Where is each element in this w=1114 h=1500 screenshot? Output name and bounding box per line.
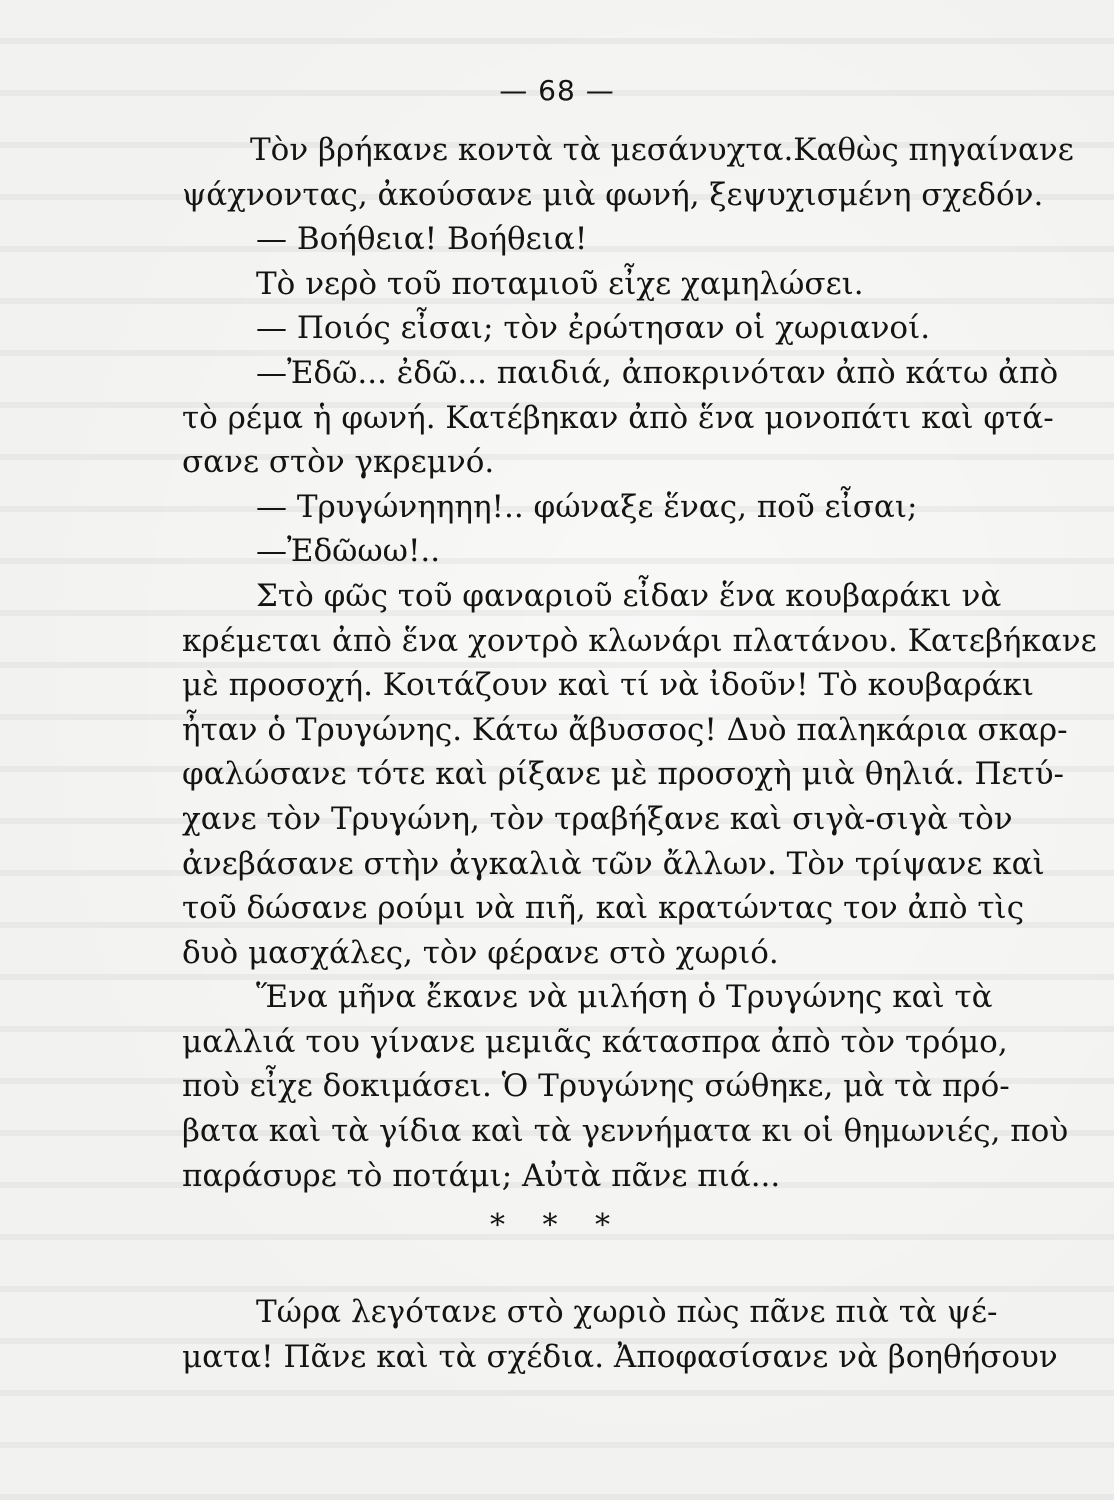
text-line: τοῦ δώσανε ρούμι νὰ πιῆ, καὶ κρατώντας τον ἀπὸ τὶς — [182, 890, 1025, 927]
text-line: Τὸν βρήκανε κοντὰ τὰ μεσάνυχτα.Καθὼς πηγαίνανε — [250, 132, 1074, 168]
text-line: Στὸ φῶς τοῦ φαναριοῦ εἶδαν ἕνα κουβαράκι νὰ — [256, 577, 1002, 614]
text-line: ποὺ εἶχε δοκιμάσει. Ὁ Τρυγώνης σώθηκε, μὰ τὰ πρό- — [182, 1068, 1010, 1105]
text-line: σανε στὸν γκρεμνό. — [182, 444, 495, 481]
text-line: φαλώσανε τότε καὶ ρίξανε μὲ προσοχὴ μιὰ θηλιά. Πετύ- — [182, 756, 1065, 793]
text-line: δυὸ μασχάλες, τὸν φέρανε στὸ χωριό. — [182, 934, 779, 971]
text-line: —Ἐδῶ... ἐδῶ... παιδιά, ἀποκρινόταν ἀπὸ κάτω ἀπὸ — [256, 354, 1059, 391]
body-text — [182, 128, 1097, 1198]
section-separator: * * * — [489, 1208, 625, 1243]
text-line: —Ἐδῶωω!.. — [256, 533, 441, 570]
text-line: ἀνεβάσανε στὴν ἀγκαλιὰ τῶν ἄλλων. Τὸν τρίψανε καὶ — [182, 845, 1045, 882]
page-number: — 68 — — [499, 74, 615, 107]
text-line: — Τρυγώνηηηη!.. φώναξε ἕνας, ποῦ εἶσαι; — [256, 488, 918, 525]
text-line: Τώρα λεγότανε στὸ χωριὸ πὼς πᾶνε πιὰ τὰ ψέ- — [256, 1294, 998, 1330]
text-line: παράσυρε τὸ ποτάμι; Αὐτὰ πᾶνε πιά... — [182, 1157, 781, 1194]
text-line: Ἕνα μῆνα ἔκανε νὰ μιλήση ὁ Τρυγώνης καὶ τὰ — [256, 979, 993, 1016]
text-line: ψάχνοντας, ἀκούσανε μιὰ φωνή, ξεψυχισμένη σχεδόν. — [182, 176, 1044, 213]
text-line: μὲ προσοχή. Κοιτάζουν καὶ τί νὰ ἰδοῦν! Τὸ κουβαράκι — [182, 667, 1035, 704]
text-line: μαλλιά του γίνανε μεμιᾶς κάτασπρα ἀπὸ τὸν τρόμο, — [182, 1023, 1008, 1060]
text-line: ἦταν ὁ Τρυγώνης. Κάτω ἄβυσσος! Δυὸ παληκάρια σκαρ- — [182, 711, 1068, 748]
text-line: — Ποιός εἶσαι; τὸν ἐρώτησαν οἱ χωριανοί. — [256, 310, 931, 347]
text-line: χανε τὸν Τρυγώνη, τὸν τραβήξανε καὶ σιγὰ-σιγὰ τὸν — [182, 800, 1013, 837]
text-line: τὸ ρέμα ἡ φωνή. Κατέβηκαν ἀπὸ ἕνα μονοπάτι καὶ φτά- — [182, 399, 1054, 436]
text-line: ματα! Πᾶνε καὶ τὰ σχέδια. Ἀποφασίσανε νὰ βοηθήσουν — [182, 1338, 1058, 1375]
body-text-continued — [182, 1290, 1058, 1379]
text-line: — Βοήθεια! Βοήθεια! — [256, 221, 588, 258]
text-line: Τὸ νερὸ τοῦ ποταμιοῦ εἶχε χαμηλώσει. — [256, 265, 864, 302]
text-line: κρέμεται ἀπὸ ἕνα χοντρὸ κλωνάρι πλατάνου. Κατεβήκανε — [182, 622, 1097, 659]
text-line: βατα καὶ τὰ γίδια καὶ τὰ γεννήματα κι οἱ θημωνιές, ποὺ — [182, 1113, 1069, 1150]
